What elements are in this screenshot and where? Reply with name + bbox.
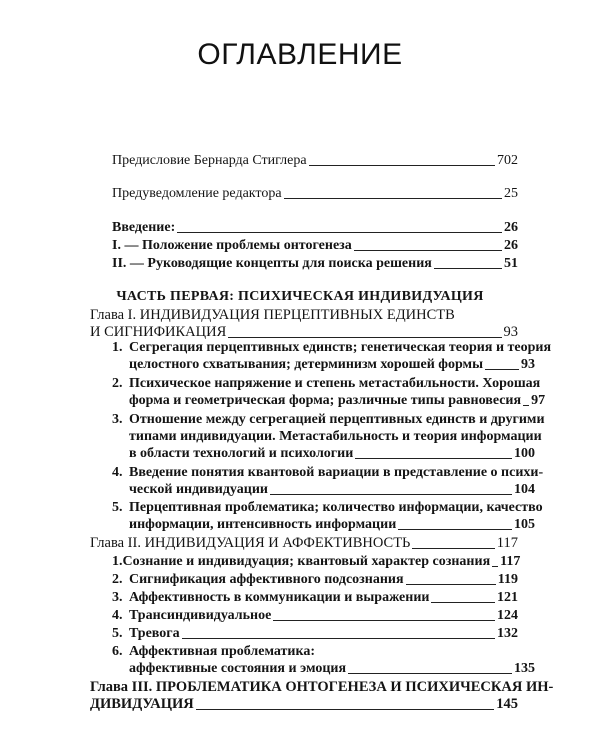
entry-label-cont: И СИГНИФИКАЦИЯ bbox=[90, 324, 227, 340]
leader-line bbox=[406, 584, 496, 585]
entry-label: II. — Руководящие концепты для поиска решения bbox=[112, 256, 432, 271]
entry-page: 124 bbox=[497, 608, 518, 623]
entry-label-cont: типами индивидуации. Метастабильность и теория информации bbox=[129, 429, 542, 444]
entry-label-cont: целостного схватывания; детерминизм хорошей формы bbox=[129, 357, 484, 372]
leader-line bbox=[354, 250, 502, 251]
leader-line bbox=[177, 232, 502, 233]
entry-page: 104 bbox=[514, 482, 535, 497]
toc-entry-editor-note[interactable] bbox=[112, 185, 518, 202]
leader-line bbox=[485, 369, 519, 370]
toc-entry-ch2-sec2[interactable] bbox=[112, 571, 518, 588]
leader-line bbox=[182, 638, 495, 639]
leader-line bbox=[309, 165, 495, 166]
entry-page: 97 bbox=[531, 393, 546, 408]
leader-line bbox=[355, 458, 512, 459]
entry-page: 93 bbox=[503, 324, 518, 340]
toc-entry-ch2-sec4[interactable] bbox=[112, 607, 518, 624]
entry-page: 26 bbox=[504, 238, 518, 253]
leader-line bbox=[228, 337, 501, 338]
leader-line bbox=[284, 198, 502, 199]
section-number: 2. bbox=[112, 376, 123, 391]
entry-label: Психическое напряжение и степень метастабильности. Хорошая bbox=[129, 376, 541, 391]
section-number: 3. bbox=[112, 590, 123, 605]
entry-page: 145 bbox=[496, 696, 518, 712]
entry-label: Введение: bbox=[112, 220, 176, 235]
section-number: 4. bbox=[112, 465, 123, 480]
toc-entry-preface[interactable] bbox=[112, 152, 518, 169]
toc-entry-ch2-sec1[interactable] bbox=[112, 553, 521, 570]
entry-page: 117 bbox=[500, 554, 521, 569]
entry-label: Перцептивная проблематика; количество информации, качество bbox=[129, 500, 543, 515]
entry-label: Аффективность в коммуникации и выражении bbox=[129, 590, 430, 605]
part-title: ЧАСТЬ ПЕРВАЯ: ПСИХИЧЕСКАЯ ИНДИВИДУАЦИЯ bbox=[116, 289, 484, 304]
entry-page: 117 bbox=[496, 535, 518, 551]
section-number: 6. bbox=[112, 644, 123, 659]
entry-page: 51 bbox=[504, 256, 518, 271]
entry-page: 93 bbox=[521, 357, 535, 372]
toc-entry-ch2-sec3[interactable] bbox=[112, 589, 518, 606]
entry-label: Сигнификация аффективного подсознания bbox=[129, 572, 404, 587]
entry-page: 100 bbox=[514, 446, 535, 461]
toc-entry-ch1-sec1[interactable] bbox=[112, 339, 552, 373]
section-number: 3. bbox=[112, 412, 123, 427]
section-number: 5. bbox=[112, 626, 123, 641]
toc-entry-chapter-3[interactable] bbox=[90, 679, 554, 713]
entry-label-cont: ДИВИДУАЦИЯ bbox=[90, 696, 194, 712]
entry-label: Предисловие Бернарда Стиглера bbox=[112, 153, 307, 168]
section-number: 1. bbox=[112, 340, 123, 355]
leader-line bbox=[270, 494, 512, 495]
entry-label: I. — Положение проблемы онтогенеза bbox=[112, 238, 352, 253]
entry-page: 119 bbox=[497, 572, 518, 587]
toc-entry-ch1-sec5[interactable] bbox=[112, 499, 543, 533]
toc-entry-intro-2[interactable] bbox=[112, 255, 518, 272]
toc-entry-ch1-sec3[interactable] bbox=[112, 411, 545, 462]
leader-line bbox=[398, 529, 512, 530]
toc-entry-chapter-2[interactable] bbox=[90, 535, 518, 552]
leader-line bbox=[273, 620, 495, 621]
leader-line bbox=[492, 566, 498, 567]
toc-entry-chapter-1[interactable] bbox=[90, 307, 518, 341]
leader-line bbox=[431, 602, 495, 603]
section-number: 1. bbox=[112, 554, 123, 569]
entry-label: Глава II. ИНДИВИДУАЦИЯ И АФФЕКТИВНОСТЬ bbox=[90, 535, 411, 551]
entry-label: Тревога bbox=[129, 626, 180, 641]
leader-line bbox=[523, 405, 529, 406]
entry-label: Отношение между сегрегацией перцептивных единств и другими bbox=[129, 412, 545, 427]
leader-line bbox=[348, 673, 512, 674]
entry-label-cont: в области технологий и психологии bbox=[129, 446, 354, 461]
toc-entry-ch1-sec2[interactable] bbox=[112, 375, 546, 409]
entry-page: 26 bbox=[504, 220, 518, 235]
entry-page: 105 bbox=[514, 517, 535, 532]
leader-line bbox=[434, 268, 502, 269]
entry-page: 702 bbox=[497, 153, 518, 168]
entry-page: 25 bbox=[504, 186, 518, 201]
entry-label-cont: аффективные состояния и эмоция bbox=[129, 661, 347, 676]
entry-label-cont: информации, интенсивность информации bbox=[129, 517, 397, 532]
section-number: 4. bbox=[112, 608, 123, 623]
leader-line bbox=[412, 548, 494, 549]
toc-entry-ch1-sec4[interactable] bbox=[112, 464, 544, 498]
section-number: 2. bbox=[112, 572, 123, 587]
entry-label: Глава I. ИНДИВИДУАЦИЯ ПЕРЦЕПТИВНЫХ ЕДИНСТВ bbox=[90, 307, 455, 323]
entry-label: Введение понятия квантовой вариации в представление о психи- bbox=[129, 465, 544, 480]
entry-page: 121 bbox=[497, 590, 518, 605]
toc-entry-ch2-sec5[interactable] bbox=[112, 625, 518, 642]
entry-label: Предуведомление редактора bbox=[112, 186, 282, 201]
entry-page: 132 bbox=[497, 626, 518, 641]
section-number: 5. bbox=[112, 500, 123, 515]
entry-label: Сегрегация перцептивных единств; генетическая теория и теория bbox=[129, 340, 552, 355]
toc-entry-ch2-sec6[interactable] bbox=[112, 643, 535, 677]
entry-label: Сознание и индивидуация; квантовый характер сознания bbox=[122, 554, 491, 569]
toc-entry-intro-1[interactable] bbox=[112, 237, 518, 254]
toc-entry-introduction[interactable] bbox=[112, 219, 518, 236]
entry-label-cont: ческой индивидуации bbox=[129, 482, 268, 497]
entry-label-cont: форма и геометрическая форма; различные типы равновесия bbox=[129, 393, 522, 408]
entry-page: 135 bbox=[514, 661, 535, 676]
leader-line bbox=[196, 709, 495, 710]
page-title: ОГЛАВЛЕНИЕ bbox=[197, 38, 403, 71]
entry-label: Трансиндивидуальное bbox=[129, 608, 272, 623]
entry-label: Глава III. ПРОБЛЕМАТИКА ОНТОГЕНЕЗА И ПСИХИЧЕСКАЯ ИН- bbox=[90, 679, 554, 695]
entry-label: Аффективная проблематика: bbox=[129, 644, 315, 659]
